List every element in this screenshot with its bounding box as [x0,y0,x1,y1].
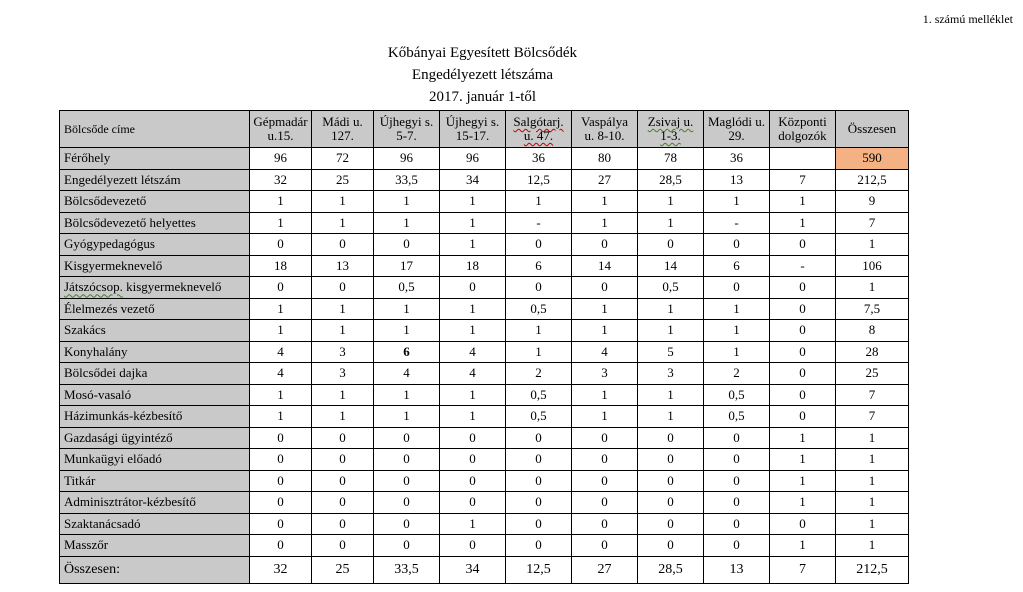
table-cell: 1 [638,384,704,406]
column-header-line: dolgozók [778,128,827,143]
table-cell: 1 [250,320,312,342]
row-label: Házimunkás-kézbesítő [60,406,250,428]
column-header [374,111,440,148]
table-cell: 1 [374,191,440,213]
table-cell: 14 [638,255,704,277]
table-cell: 0 [572,449,638,471]
table-cell: 0 [506,449,572,471]
table-cell: 1 [440,384,506,406]
table-header-row [60,111,909,148]
table-cell: 96 [374,148,440,170]
column-header-line: u. 8-10. [584,128,625,143]
table-cell: 0,5 [704,406,770,428]
table-cell: 1 [250,298,312,320]
table-cell: 106 [836,255,909,277]
table-cell: 1 [770,470,836,492]
table-cell: 0 [374,513,440,535]
table-cell: 34 [440,169,506,191]
table-cell: 1 [704,298,770,320]
table-cell: 0 [770,298,836,320]
table-cell: 32 [250,169,312,191]
row-label [60,277,250,299]
column-header [638,111,704,148]
table-cell: 0 [374,449,440,471]
table-cell: 0,5 [704,384,770,406]
table-cell: 0 [638,513,704,535]
table-cell: 36 [506,148,572,170]
table-cell: 0 [770,320,836,342]
column-header [440,111,506,148]
table-cell: 0 [506,427,572,449]
column-header-line: Összesen [847,121,897,136]
table-cell: 212,5 [836,169,909,191]
table-cell: 0 [572,492,638,514]
table-cell: 18 [440,255,506,277]
table-cell: 1 [770,212,836,234]
table-cell: 0 [312,277,374,299]
table-cell: 1 [572,384,638,406]
table-cell: 0 [638,234,704,256]
table-cell: 1 [836,470,909,492]
table-cell: 27 [572,169,638,191]
table-cell: - [770,255,836,277]
table-cell: 0 [770,406,836,428]
table-row [60,212,909,234]
table-cell: 18 [250,255,312,277]
table-cell: 1 [250,406,312,428]
table-cell: 0,5 [506,384,572,406]
table-cell: 1 [250,384,312,406]
table-cell: 1 [440,298,506,320]
row-label-part: Játszócsop. [64,279,123,295]
table-cell: 0 [506,234,572,256]
table-row [60,255,909,277]
table-cell: 3 [312,363,374,385]
table-cell: 0 [440,470,506,492]
table-cell: 80 [572,148,638,170]
table-cell: 34 [440,556,506,583]
table-cell: 0 [312,470,374,492]
row-label: Élelmezés vezető [60,298,250,320]
table-cell: 36 [704,148,770,170]
table-row [60,427,909,449]
row-label: Adminisztrátor-kézbesítő [60,492,250,514]
table-cell: 1 [440,234,506,256]
table-cell: 0 [770,234,836,256]
table-cell: - [506,212,572,234]
column-header-line: Gépmadár [253,114,308,129]
table-cell: 13 [704,169,770,191]
table-cell: 0 [572,535,638,557]
table-cell: 0 [506,470,572,492]
table-cell: 32 [250,556,312,583]
table-row [60,191,909,213]
table-cell [770,148,836,170]
table-cell: 0 [770,363,836,385]
table-cell: 1 [312,298,374,320]
table-cell: 1 [638,320,704,342]
table-cell: 1 [440,212,506,234]
table-cell: 0 [312,234,374,256]
row-label: Férőhely [60,148,250,170]
document-title [0,42,965,108]
table-cell: 1 [704,320,770,342]
table-cell: 4 [440,341,506,363]
table-cell: 6 [704,255,770,277]
table-cell: 0,5 [374,277,440,299]
table-cell: 1 [250,191,312,213]
row-label: Bölcsődevezető helyettes [60,212,250,234]
table-cell: 1 [572,320,638,342]
row-label: Összesen: [60,556,250,583]
table-cell: 0 [250,449,312,471]
table-cell: 6 [374,341,440,363]
table-cell: 0 [770,513,836,535]
table-cell: 1 [836,449,909,471]
table-cell: 1 [770,535,836,557]
table-cell: 0,5 [638,277,704,299]
row-label: Gyógypedagógus [60,234,250,256]
table-cell: 0,5 [506,406,572,428]
table-cell: 0 [638,470,704,492]
table-cell: 1 [770,492,836,514]
table-cell: 0 [638,427,704,449]
table-row [60,535,909,557]
table-cell: 0 [704,277,770,299]
table-cell: 33,5 [374,169,440,191]
column-header-line: u. 47. [523,128,554,143]
table-cell: 1 [638,212,704,234]
table-cell: 4 [250,363,312,385]
table-body [60,148,909,584]
table-cell: 1 [836,277,909,299]
staffing-table [59,110,909,584]
row-label: Munkaügyi előadó [60,449,250,471]
table-cell: 72 [312,148,374,170]
table-cell: 3 [638,363,704,385]
column-header-line: Újhegyi s. [379,114,434,129]
total-row [60,556,909,583]
table-cell: 3 [312,341,374,363]
table-cell: 2 [704,363,770,385]
table-cell: 1 [836,535,909,557]
table-cell: 0 [312,427,374,449]
table-cell: 1 [770,191,836,213]
table-cell: 4 [250,341,312,363]
table-cell: 0 [440,535,506,557]
table-cell: 0 [250,513,312,535]
table-cell: 1 [312,320,374,342]
table-cell: 0 [770,277,836,299]
table-cell: 0 [770,384,836,406]
column-header [506,111,572,148]
table-cell: 1 [572,298,638,320]
table-cell: 0 [440,449,506,471]
table-cell: 0 [704,234,770,256]
table-cell: 0 [250,492,312,514]
table-cell: 78 [638,148,704,170]
table-cell: 4 [374,363,440,385]
table-cell: 1 [836,427,909,449]
table-cell: 1 [506,341,572,363]
row-label-part: kisgyermeknevelő [122,279,222,295]
table-cell: 6 [506,255,572,277]
column-header [250,111,312,148]
table-row [60,363,909,385]
column-header [572,111,638,148]
table-cell: 7 [836,212,909,234]
column-header [836,111,909,148]
title-line-1: Kőbányai Egyesített Bölcsődék [387,45,578,61]
table-cell: 0 [704,470,770,492]
table-row [60,341,909,363]
table-cell: 1 [704,191,770,213]
table-row [60,169,909,191]
table-cell: 0 [572,277,638,299]
column-header [704,111,770,148]
table-cell: 1 [374,320,440,342]
table-cell: 0 [572,427,638,449]
table-cell: 17 [374,255,440,277]
table-cell: 1 [312,384,374,406]
table-cell: 1 [312,406,374,428]
table-cell: 0 [704,492,770,514]
column-header-line: 15-17. [455,128,490,143]
table-cell: 28,5 [638,556,704,583]
table-cell: 13 [704,556,770,583]
title-line-2: Engedélyezett létszáma [411,67,554,83]
annex-label: 1. számú melléklet [922,12,1013,26]
row-label: Mosó-vasaló [60,384,250,406]
table-cell: 0 [506,535,572,557]
table-cell: 0 [250,470,312,492]
table-cell: 1 [704,341,770,363]
table-cell: 1 [572,406,638,428]
column-header-line: Központi [778,114,827,129]
table-cell: 0 [374,427,440,449]
row-label: Szaktanácsadó [60,513,250,535]
table-cell: 25 [312,556,374,583]
table-cell: 7,5 [836,298,909,320]
row-label: Konyhalány [60,341,250,363]
table-cell: 0 [572,470,638,492]
table-cell: 212,5 [836,556,909,583]
table-cell: 1 [374,298,440,320]
table-cell: 28,5 [638,169,704,191]
table-cell: 1 [770,449,836,471]
table-cell: 96 [440,148,506,170]
table-row [60,298,909,320]
column-header-line: Salgótarj. [513,114,564,129]
column-header [770,111,836,148]
table-cell: 7 [770,556,836,583]
table-cell: 0 [704,513,770,535]
table-cell: 28 [836,341,909,363]
table-cell: - [704,212,770,234]
table-row [60,148,909,170]
table-cell: 1 [836,492,909,514]
table-cell: 0 [312,449,374,471]
table-row [60,234,909,256]
table-row [60,449,909,471]
table-cell: 2 [506,363,572,385]
table-cell: 0 [250,234,312,256]
table-cell: 1 [572,191,638,213]
table-cell: 0 [506,277,572,299]
column-header-line: Maglódi u. [707,114,766,129]
table-row [60,277,909,299]
table-cell: 1 [506,320,572,342]
table-cell: 1 [440,406,506,428]
table-cell: 0 [374,492,440,514]
table-row [60,513,909,535]
table-cell: 1 [374,212,440,234]
table-cell: 0 [440,492,506,514]
table-cell: 0 [374,234,440,256]
column-header-line: Zsivaj u. [647,114,694,129]
table-cell: 0 [312,492,374,514]
table-cell: 0 [638,449,704,471]
column-header-line: Mádi u. [322,114,363,129]
column-header-line: Vaspálya [581,114,628,129]
column-header-line: 5-7. [396,128,417,143]
table-cell: 0 [704,427,770,449]
title-line-3: 2017. január 1-től [428,89,537,105]
table-cell: 7 [836,406,909,428]
column-header-line: 29. [728,128,745,143]
table-row [60,492,909,514]
table-cell: 1 [374,406,440,428]
table-cell: 0 [506,492,572,514]
table-cell: 0 [572,234,638,256]
table-cell: 96 [250,148,312,170]
row-label: Masszőr [60,535,250,557]
table-cell: 3 [572,363,638,385]
table-row [60,406,909,428]
row-label: Bölcsődevezető [60,191,250,213]
row-label: Gazdasági ügyintéző [60,427,250,449]
table-row [60,470,909,492]
table-cell: 0 [250,427,312,449]
column-header-line: 127. [331,128,354,143]
table-cell: 0 [770,341,836,363]
table-cell: 1 [638,191,704,213]
table-cell: 27 [572,556,638,583]
table-cell: 12,5 [506,169,572,191]
table-cell: 8 [836,320,909,342]
table-cell: 1 [572,212,638,234]
column-header-line: Újhegyi s. [445,114,500,129]
table-cell: 13 [312,255,374,277]
table-cell: 0 [572,513,638,535]
header-corner: Bölcsőde címe [60,111,250,148]
column-header [312,111,374,148]
table-cell: 0 [638,535,704,557]
table-cell: 4 [440,363,506,385]
table-cell: 7 [770,169,836,191]
table-row [60,320,909,342]
table-cell: 0 [440,277,506,299]
table-cell: 590 [836,148,909,170]
table-cell: 7 [836,384,909,406]
column-header-line: u.15. [267,128,294,143]
table-cell: 1 [440,513,506,535]
table-cell: 0 [704,449,770,471]
table-cell: 1 [638,406,704,428]
table-cell: 1 [312,212,374,234]
table-cell: 1 [836,513,909,535]
table-cell: 0 [250,277,312,299]
row-label: Titkár [60,470,250,492]
table-cell: 1 [506,191,572,213]
table-cell: 1 [374,384,440,406]
table-cell: 14 [572,255,638,277]
table-cell: 0 [440,427,506,449]
row-label: Bölcsődei dajka [60,363,250,385]
table-cell: 1 [440,320,506,342]
table-cell: 25 [836,363,909,385]
table-cell: 4 [572,341,638,363]
table-cell: 9 [836,191,909,213]
table-cell: 0 [704,535,770,557]
table-cell: 25 [312,169,374,191]
table-cell: 1 [770,427,836,449]
table-cell: 0 [374,470,440,492]
row-label: Engedélyezett létszám [60,169,250,191]
table-cell: 0 [638,492,704,514]
row-label: Kisgyermeknevelő [60,255,250,277]
table-cell: 1 [312,191,374,213]
table-cell: 5 [638,341,704,363]
row-label: Szakács [60,320,250,342]
table-cell: 1 [836,234,909,256]
table-cell: 0 [506,513,572,535]
table-cell: 0,5 [506,298,572,320]
table-cell: 0 [312,513,374,535]
table-cell: 1 [250,212,312,234]
table-row [60,384,909,406]
table-cell: 0 [250,535,312,557]
table-cell: 0 [374,535,440,557]
table-cell: 1 [440,191,506,213]
table-cell: 33,5 [374,556,440,583]
column-header-line: 1-3. [660,128,681,143]
table-cell: 12,5 [506,556,572,583]
table-cell: 0 [312,535,374,557]
table-cell: 1 [638,298,704,320]
